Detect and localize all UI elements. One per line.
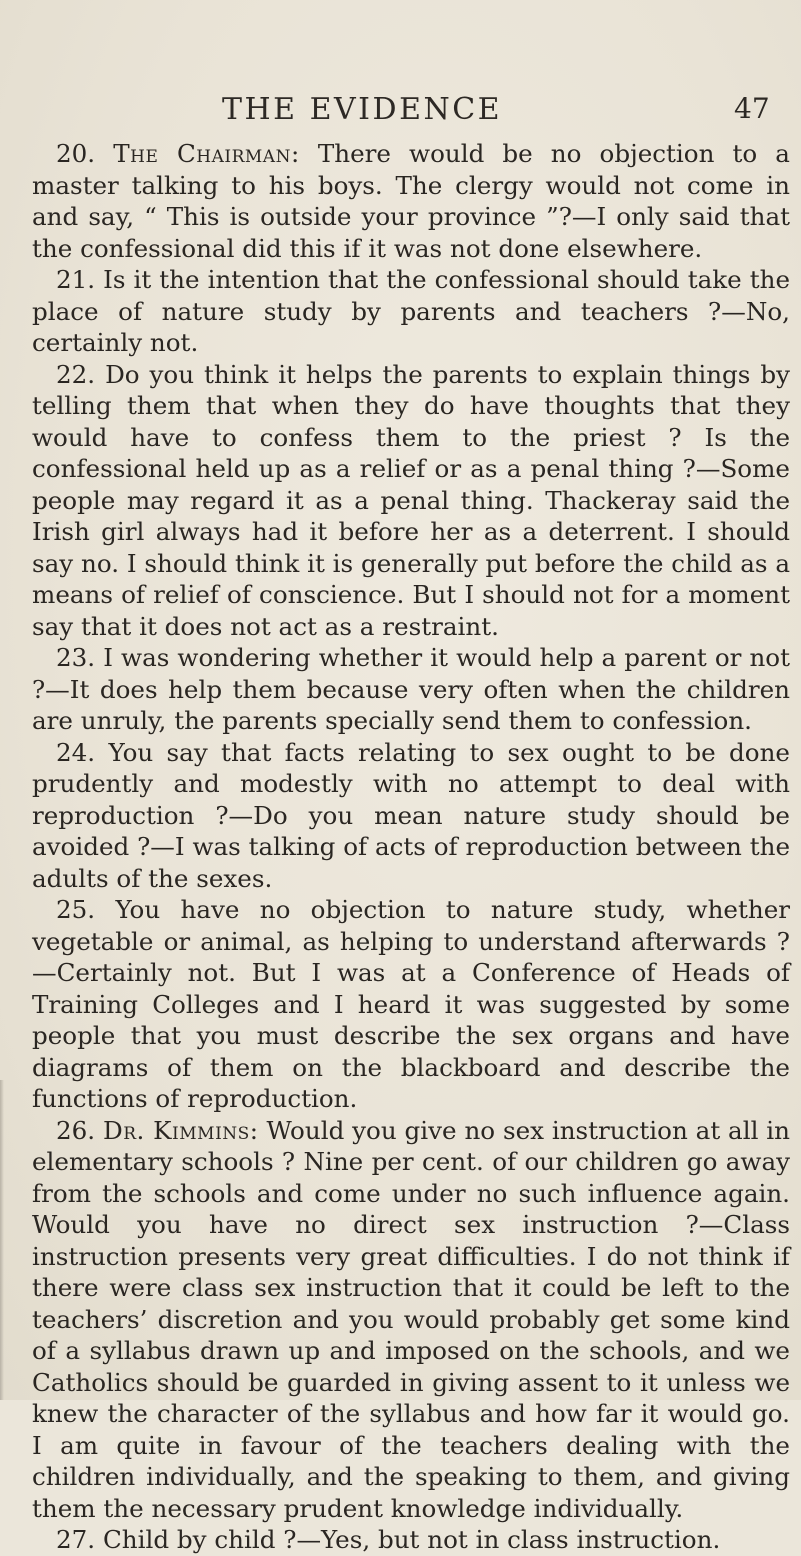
question-26 [32, 1115, 790, 1525]
question-number: 24. [56, 737, 96, 767]
question-27 [32, 1524, 790, 1556]
question-number: 26. [56, 1115, 96, 1145]
question-number: 25. [56, 895, 96, 924]
question-text: Do you think it helps the parents to explain things by telling them that when they do have thoughts that they would have to confess them to the priest ? Is the confessional held up as a relief or as a penal thing ?—Some people may regard it as a penal thing. Thackeray said the Irish girl always had it before her as a deterrent. I should say no. I should think it is generally put before the child as a means of relief of conscience. But I should not for a moment say that it does not act as a restraint. [32, 359, 790, 641]
question-text: There would be no objection to a master talking to his boys. The clergy would not come in and say, “ This is outside your province ”?—I only said that the confessional did this if it was not done elsewhere. [32, 139, 790, 263]
page-edge-shadow [0, 1080, 4, 1400]
question-24 [32, 737, 790, 895]
question-number: 21. [56, 265, 96, 294]
question-25 [32, 894, 790, 1115]
question-number: 22. [56, 359, 96, 389]
question-22 [32, 359, 790, 643]
question-20 [32, 138, 790, 264]
question-text: Would you give no sex instruction at all in elementary schools ? Nine per cent. of our children go away from the schools and come under no such influence again. Would you have no direct sex instruction ?—Class instruction presents very great difficulties. I do not think if there were class sex instruction that it could be left to the teachers’ discretion and you would probably get some kind of a syllabus drawn up and imposed on the schools, and we Catholics should be guarded in giving assent to it unless we knew the character of the syllabus and how far it would go. I am quite in favour of the teachers dealing with the children individually, and the speaking to them, and giving them the necessary prudent knowledge individually. [32, 1115, 790, 1523]
question-21 [32, 264, 790, 359]
speaker-name: The Chairman: [113, 139, 300, 168]
running-title: THE EVIDENCE [222, 92, 503, 127]
question-text: Is it the intention that the confessional should take the place of nature study by parents and teachers ?—No, certainly not. [32, 265, 790, 357]
question-text: I was wondering whether it would help a parent or not ?—It does help them because very often when the children are unruly, the parents specially send them to confession. [32, 643, 790, 735]
speaker-name: Dr. Kimmins: [102, 1115, 259, 1145]
question-text: You have no objection to nature study, whether vegetable or animal, as helping to understand afterwards ?—Certainly not. But I was at a Conference of Heads of Training Colleges and I heard it was suggested by some people that you must describe the sex organs and have diagrams of them on the blackboard and describe the functions of reproduction. [32, 895, 790, 1113]
page-number: 47 [734, 92, 770, 125]
body-text [32, 138, 790, 1556]
question-text: Child by child ?—Yes, but not in class instruction. [102, 1525, 721, 1554]
page-header [0, 92, 801, 132]
question-text: You say that facts relating to sex ought to be done prudently and modestly with no attempt to deal with reproduction ?—Do you mean nature study should be avoided ?—I was talking of acts of reproduction between the adults of the sexes. [32, 737, 790, 893]
question-number: 27. [56, 1525, 96, 1554]
question-number: 20. [56, 139, 96, 168]
question-23 [32, 642, 790, 737]
question-number: 23. [56, 643, 96, 672]
